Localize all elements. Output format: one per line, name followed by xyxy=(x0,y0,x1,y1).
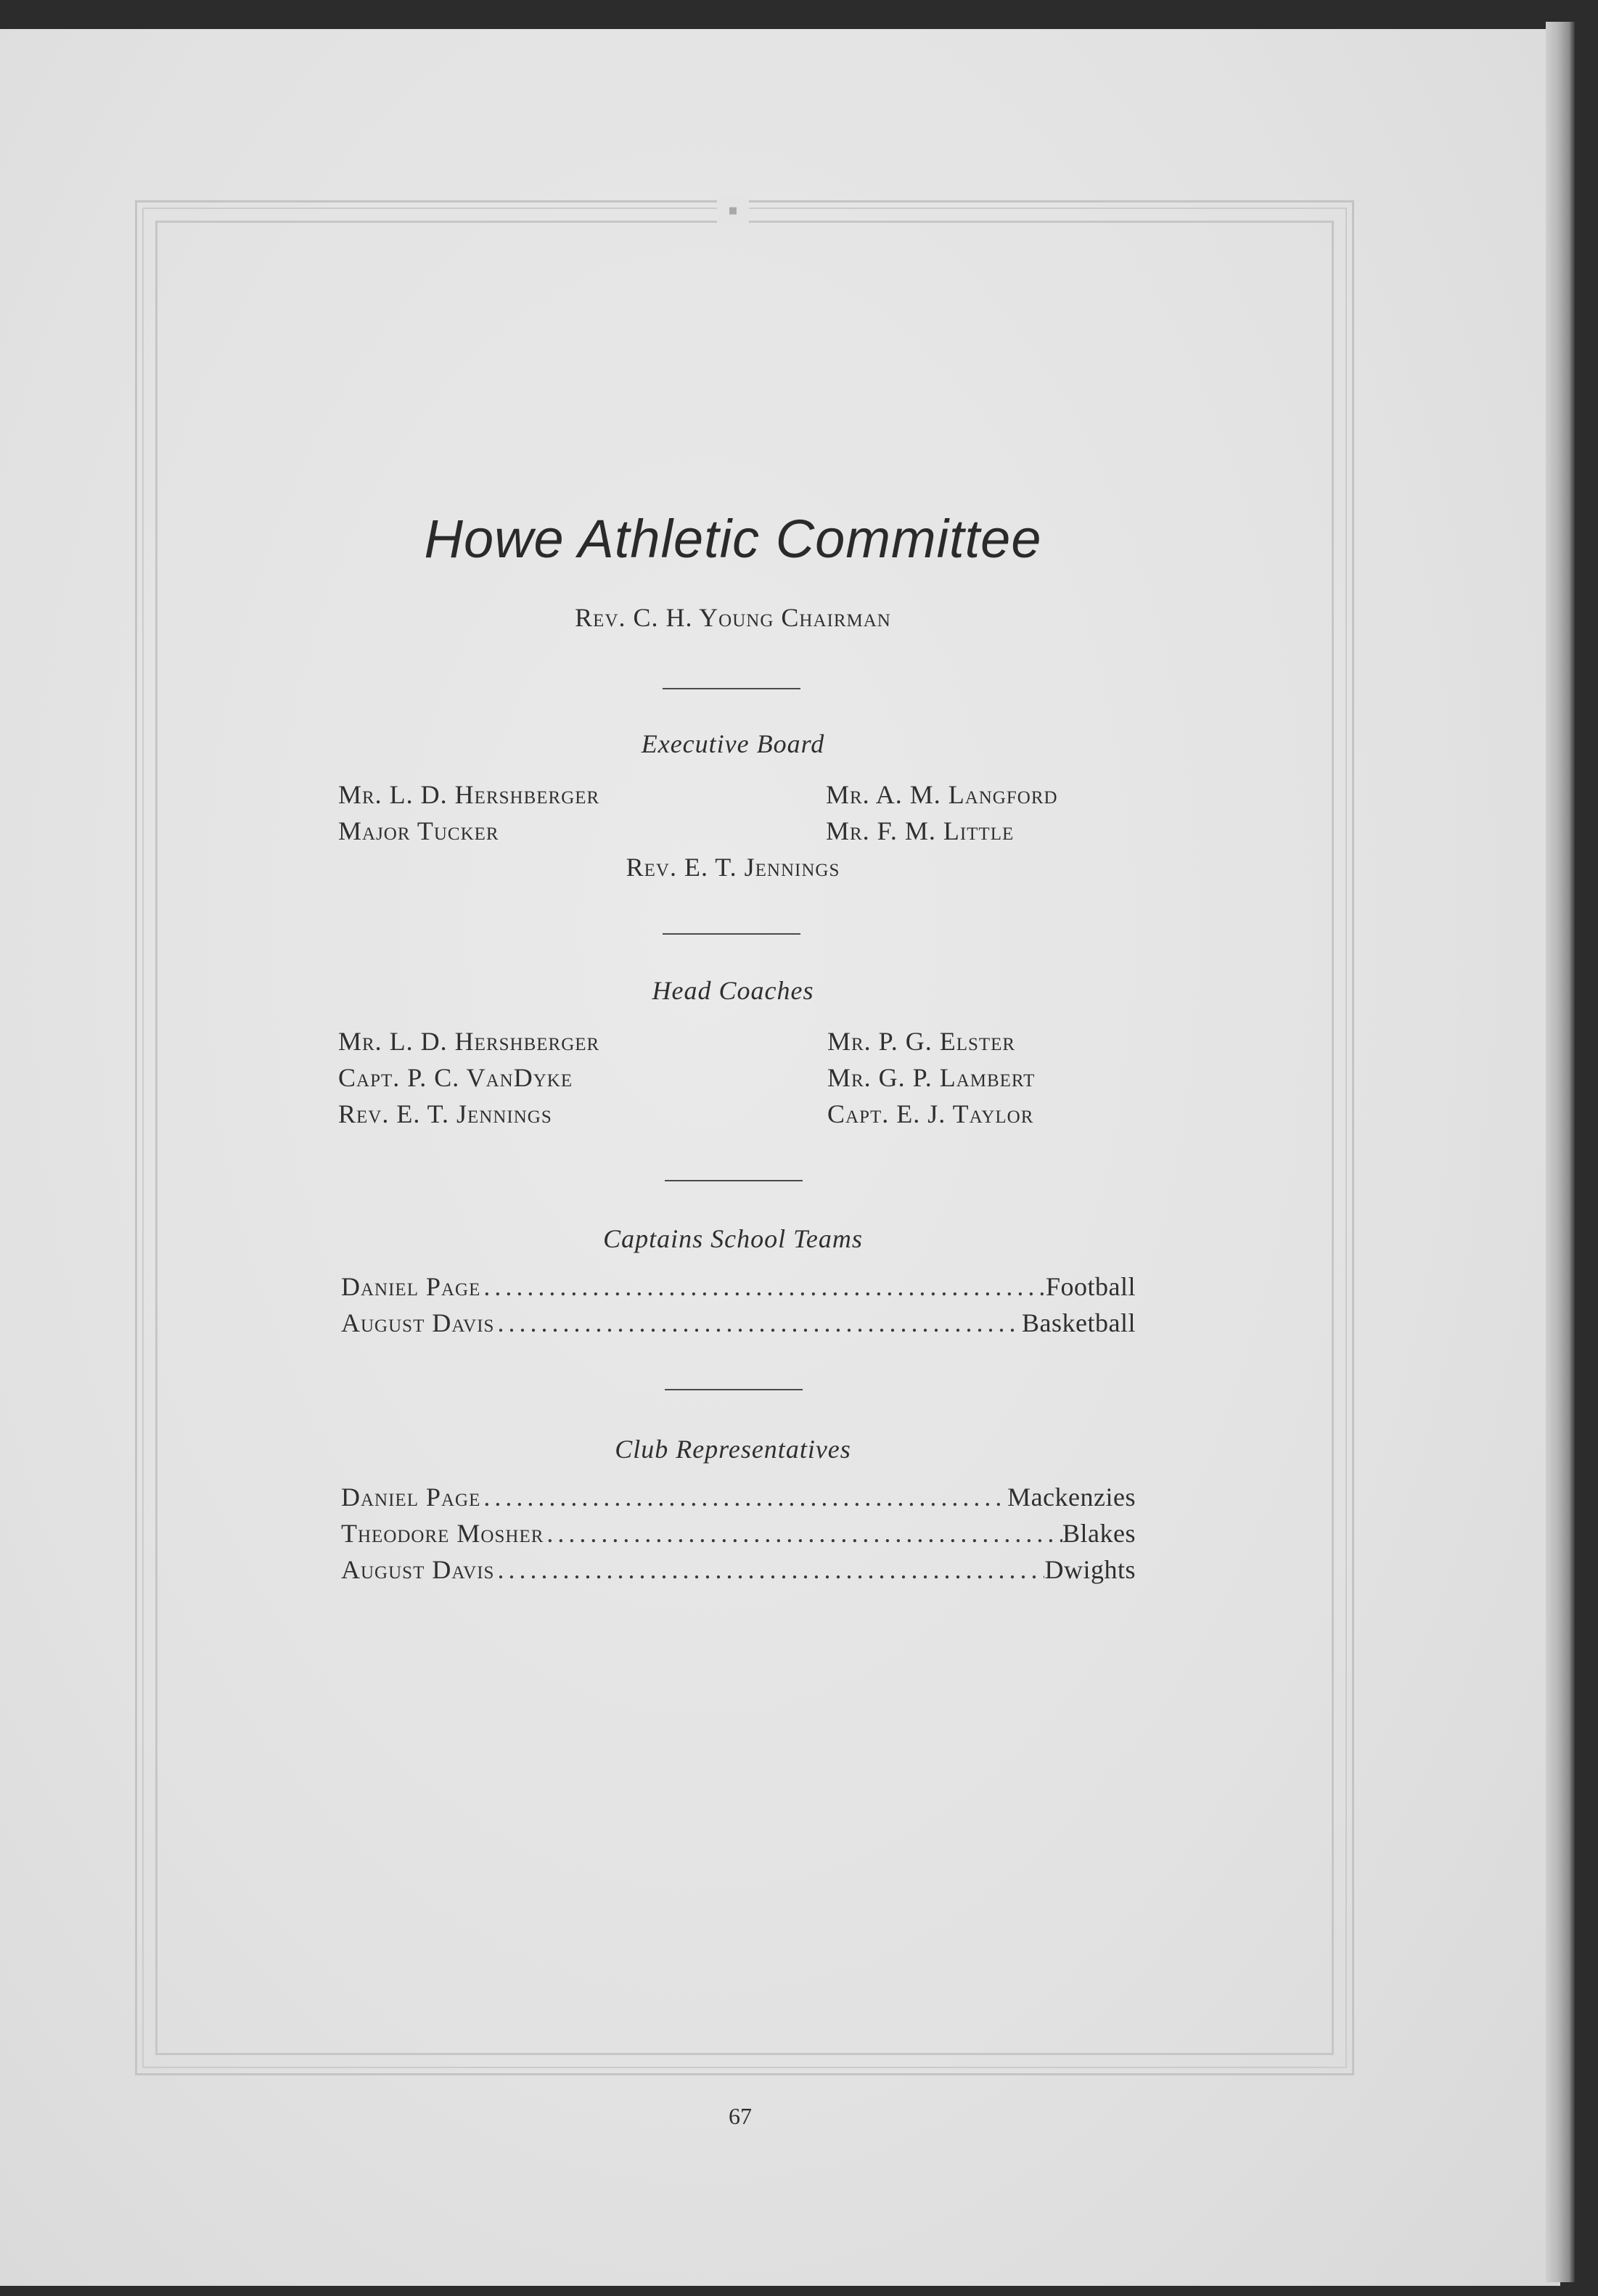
club-name: Blakes xyxy=(1062,1519,1136,1548)
head-coach: Mr. L. D. Hershberger xyxy=(338,1027,600,1056)
executive-member: Rev. E. T. Jennings xyxy=(626,853,840,882)
captains-heading: Captains School Teams xyxy=(603,1224,863,1253)
dot-leader xyxy=(480,1271,1046,1302)
dot-leader xyxy=(494,1308,1022,1338)
page-edge xyxy=(1546,22,1575,2282)
captain-name: August Davis xyxy=(341,1308,495,1337)
dot-leader xyxy=(544,1518,1062,1549)
executive-board-heading: Executive Board xyxy=(641,729,825,758)
chairman-line: Rev. C. H. Young Chairman xyxy=(575,603,891,632)
club-rep-row xyxy=(341,1518,1136,1551)
page-number: 67 xyxy=(729,2103,752,2129)
head-coach: Mr. G. P. Lambert xyxy=(827,1063,1036,1092)
head-coach: Rev. E. T. Jennings xyxy=(338,1099,552,1128)
decorative-frame-inner xyxy=(155,221,1334,2055)
club-name: Mackenzies xyxy=(1007,1483,1136,1512)
frame-emblem-icon: ▪ xyxy=(717,196,749,225)
club-rep-name: August Davis xyxy=(341,1555,495,1584)
executive-member: Major Tucker xyxy=(338,816,499,845)
head-coach: Mr. P. G. Elster xyxy=(827,1027,1016,1056)
club-name: Dwights xyxy=(1044,1555,1136,1584)
executive-member: Mr. L. D. Hershberger xyxy=(338,780,600,809)
executive-member: Mr. F. M. Little xyxy=(826,816,1015,845)
captain-team: Football xyxy=(1045,1272,1136,1301)
club-reps-heading: Club Representatives xyxy=(615,1435,851,1464)
captain-row xyxy=(341,1308,1136,1341)
captain-name: Daniel Page xyxy=(341,1272,481,1301)
club-rep-row xyxy=(341,1554,1136,1588)
divider-3 xyxy=(665,1180,803,1181)
captain-row xyxy=(341,1271,1136,1305)
divider-1 xyxy=(663,688,800,689)
club-rep-name: Daniel Page xyxy=(341,1483,481,1512)
page-title: Howe Athletic Committee xyxy=(424,509,1042,569)
dot-leader xyxy=(480,1482,1007,1512)
head-coach: Capt. E. J. Taylor xyxy=(827,1099,1034,1128)
divider-2 xyxy=(663,933,800,935)
captain-team: Basketball xyxy=(1022,1308,1136,1337)
dot-leader xyxy=(494,1554,1044,1585)
club-rep-name: Theodore Mosher xyxy=(341,1519,544,1548)
head-coach: Capt. P. C. VanDyke xyxy=(338,1063,573,1092)
head-coaches-heading: Head Coaches xyxy=(652,976,814,1005)
divider-4 xyxy=(665,1389,803,1390)
executive-member: Mr. A. M. Langford xyxy=(826,780,1058,809)
club-rep-row xyxy=(341,1482,1136,1515)
